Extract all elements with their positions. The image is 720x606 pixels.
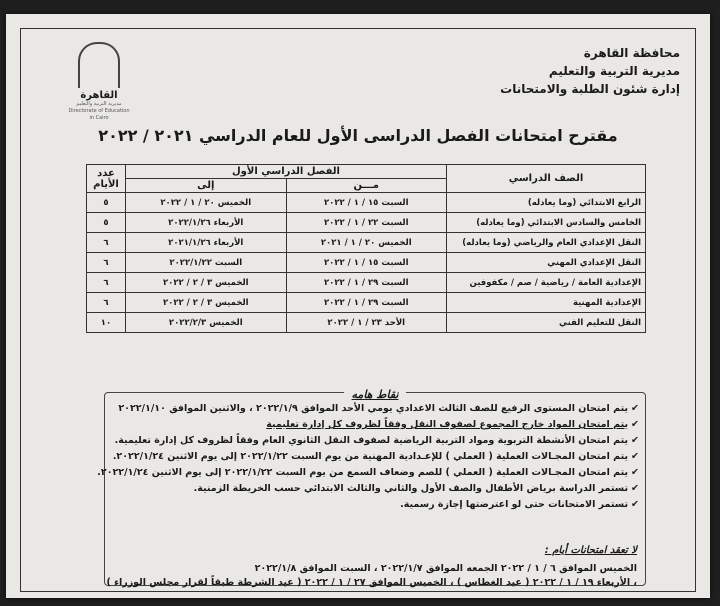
from-cell: الخميس ٢٠ / ١ / ٢٠٢١ [286, 233, 447, 253]
stage-cell: الرابع الابتدائي (وما يعادله) [447, 193, 646, 213]
no-exam-line-1: الخميس الموافق ٦ / ١ / ٢٠٢٢ الجمعه الموافق ٢٠٢٢/١/٧ ، السبت الموافق ٢٠٢٢/١/٨ [254, 563, 637, 574]
list-item: ✔يتم امتحان الأنشطة التربوية ومواد التربية الرياضية لصفوف النقل الثانوي العام وفقاً لظروف كل إدارة تعليمية. [114, 435, 639, 446]
list-item: ✔يتم امتحان المجـالات العملية ( العملي ) للإعـدادية المهنية من يوم السبت ٢٠٢٢/١/٢٢ إلى يوم الاثنين ٢٠٢٢/١/٢٤. [112, 451, 639, 462]
governorate-name: محافظة القاهرة [583, 46, 680, 60]
list-item: ✔تستمر الدراسة برياض الأطفال والصف الأول والثاني والثالث الابتدائي حسب الخريطة الزمنية. [193, 483, 639, 494]
to-cell: الخميس ٣ / ٢ / ٢٠٢٢ [126, 293, 287, 313]
from-cell: السبت ١٥ / ١ / ٢٠٢٢ [286, 253, 447, 273]
from-cell: السبت ٢٢ / ١ / ٢٠٢٢ [286, 213, 447, 233]
stage-cell: النقل الإعدادي العام والرياضي (وما يعادله) [447, 233, 646, 253]
table-row [87, 273, 646, 293]
from-cell: الأحد ٢٣ / ١ / ٢٠٢٢ [286, 313, 447, 333]
table-row [87, 193, 646, 213]
stage-cell: الخامس والسادس الابتدائي (وما يعادله) [447, 213, 646, 233]
days-cell: ٦ [87, 273, 126, 293]
to-cell: الأربعاء ٢٠٢٢/١/٢٦ [126, 213, 287, 233]
days-cell: ٦ [87, 293, 126, 313]
letterhead [500, 44, 680, 98]
cairo-logo [68, 42, 130, 122]
page-title: مقترح امتحانات الفصل الدراسى الأول للعام الدراسي ٢٠٢١ / ٢٠٢٢ [98, 126, 618, 145]
checkmark-icon: ✔ [631, 419, 639, 430]
from-cell: السبت ١٥ / ١ / ٢٠٢٢ [286, 193, 447, 213]
logo-name: القاهرة [80, 90, 118, 101]
checkmark-icon: ✔ [631, 451, 639, 462]
notes-list [97, 401, 639, 513]
no-exam-title: لا تعقد امتحانات أيام : [544, 545, 637, 556]
notes-title: نقاط هامه [344, 388, 407, 401]
important-notes-box [97, 388, 646, 588]
checkmark-icon: ✔ [631, 435, 639, 446]
days-cell: ٦ [87, 253, 126, 273]
logo-sub-ar: مديرية التربية والتعليم [76, 101, 122, 107]
list-item: ✔يتم امتحان المواد خارج المجموع لصفوف النقل وفقاً لظروف كل إدارة تعليمية [266, 419, 639, 430]
header-days: عدد الأيام [87, 165, 126, 193]
from-cell: السبت ٢٩ / ١ / ٢٠٢٢ [286, 293, 447, 313]
directorate-name: مديرية التربية والتعليم [548, 64, 680, 78]
table-row [87, 253, 646, 273]
header-from: مـــن [286, 179, 447, 193]
days-cell: ١٠ [87, 313, 126, 333]
list-item: ✔يتم امتحان المستوى الرفيع للصف الثالث الاعدادي يومي الأحد الموافق ٢٠٢٢/١/٩ ، والاثنين الموافق ٢٠٢٢/١/١٠ [118, 403, 639, 414]
to-cell: الخميس ٢٠٢٢/٢/٣ [126, 313, 287, 333]
stage-cell: الإعدادية العامة / رياضية / صم / مكفوفين [447, 273, 646, 293]
arch-icon [78, 42, 120, 88]
no-exam-line-2: ، الأربعاء ١٩ / ١ / ٢٠٢٢ ( عيد الغطاس ) ، الخميس الموافق ٢٧ / ١ / ٢٠٢٢ ( عيد الشرطة طبقاً لقرار مجلس الوزراء ) [106, 577, 637, 588]
to-cell: الخميس ٢٠ / ١ / ٢٠٢٢ [126, 193, 287, 213]
table-row [87, 213, 646, 233]
checkmark-icon: ✔ [631, 483, 639, 494]
header-stage: الصف الدراسي [447, 165, 646, 193]
list-item: ✔تستمر الامتحانات حتى لو اعترضتها إجازة رسمية. [400, 499, 639, 510]
logo-sub-en: Directorate of Education in Cairo [68, 108, 130, 121]
to-cell: الأربعاء ٢٠٢١/١/٢٦ [126, 233, 287, 253]
checkmark-icon: ✔ [631, 467, 639, 478]
table-row [87, 293, 646, 313]
from-cell: السبت ٢٩ / ١ / ٢٠٢٢ [286, 273, 447, 293]
to-cell: السبت ٢٠٢٢/١/٢٢ [126, 253, 287, 273]
checkmark-icon: ✔ [631, 403, 639, 414]
header-term: الفصل الدراسي الأول [126, 165, 447, 179]
table-row [87, 313, 646, 333]
days-cell: ٥ [87, 213, 126, 233]
list-item: ✔يتم امتحان المجـالات العملية ( العملي ) للصم وضعاف السمع من يوم السبت ٢٠٢٢/١/٢٢ إلى يوم الاثنين ٢٠٢٢/١/٢٤. [97, 467, 639, 478]
days-cell: ٦ [87, 233, 126, 253]
table-row [87, 233, 646, 253]
document-sheet [6, 14, 710, 598]
checkmark-icon: ✔ [631, 499, 639, 510]
to-cell: الخميس ٣ / ٢ / ٢٠٢٢ [126, 273, 287, 293]
stage-cell: النقل الإعدادي المهني [447, 253, 646, 273]
stage-cell: الإعدادية المهنية [447, 293, 646, 313]
department-name: إدارة شئون الطلبة والامتحانات [500, 82, 680, 96]
stage-cell: النقل للتعليم الفني [447, 313, 646, 333]
days-cell: ٥ [87, 193, 126, 213]
exam-schedule-table [86, 164, 646, 333]
header-to: إلى [126, 179, 287, 193]
